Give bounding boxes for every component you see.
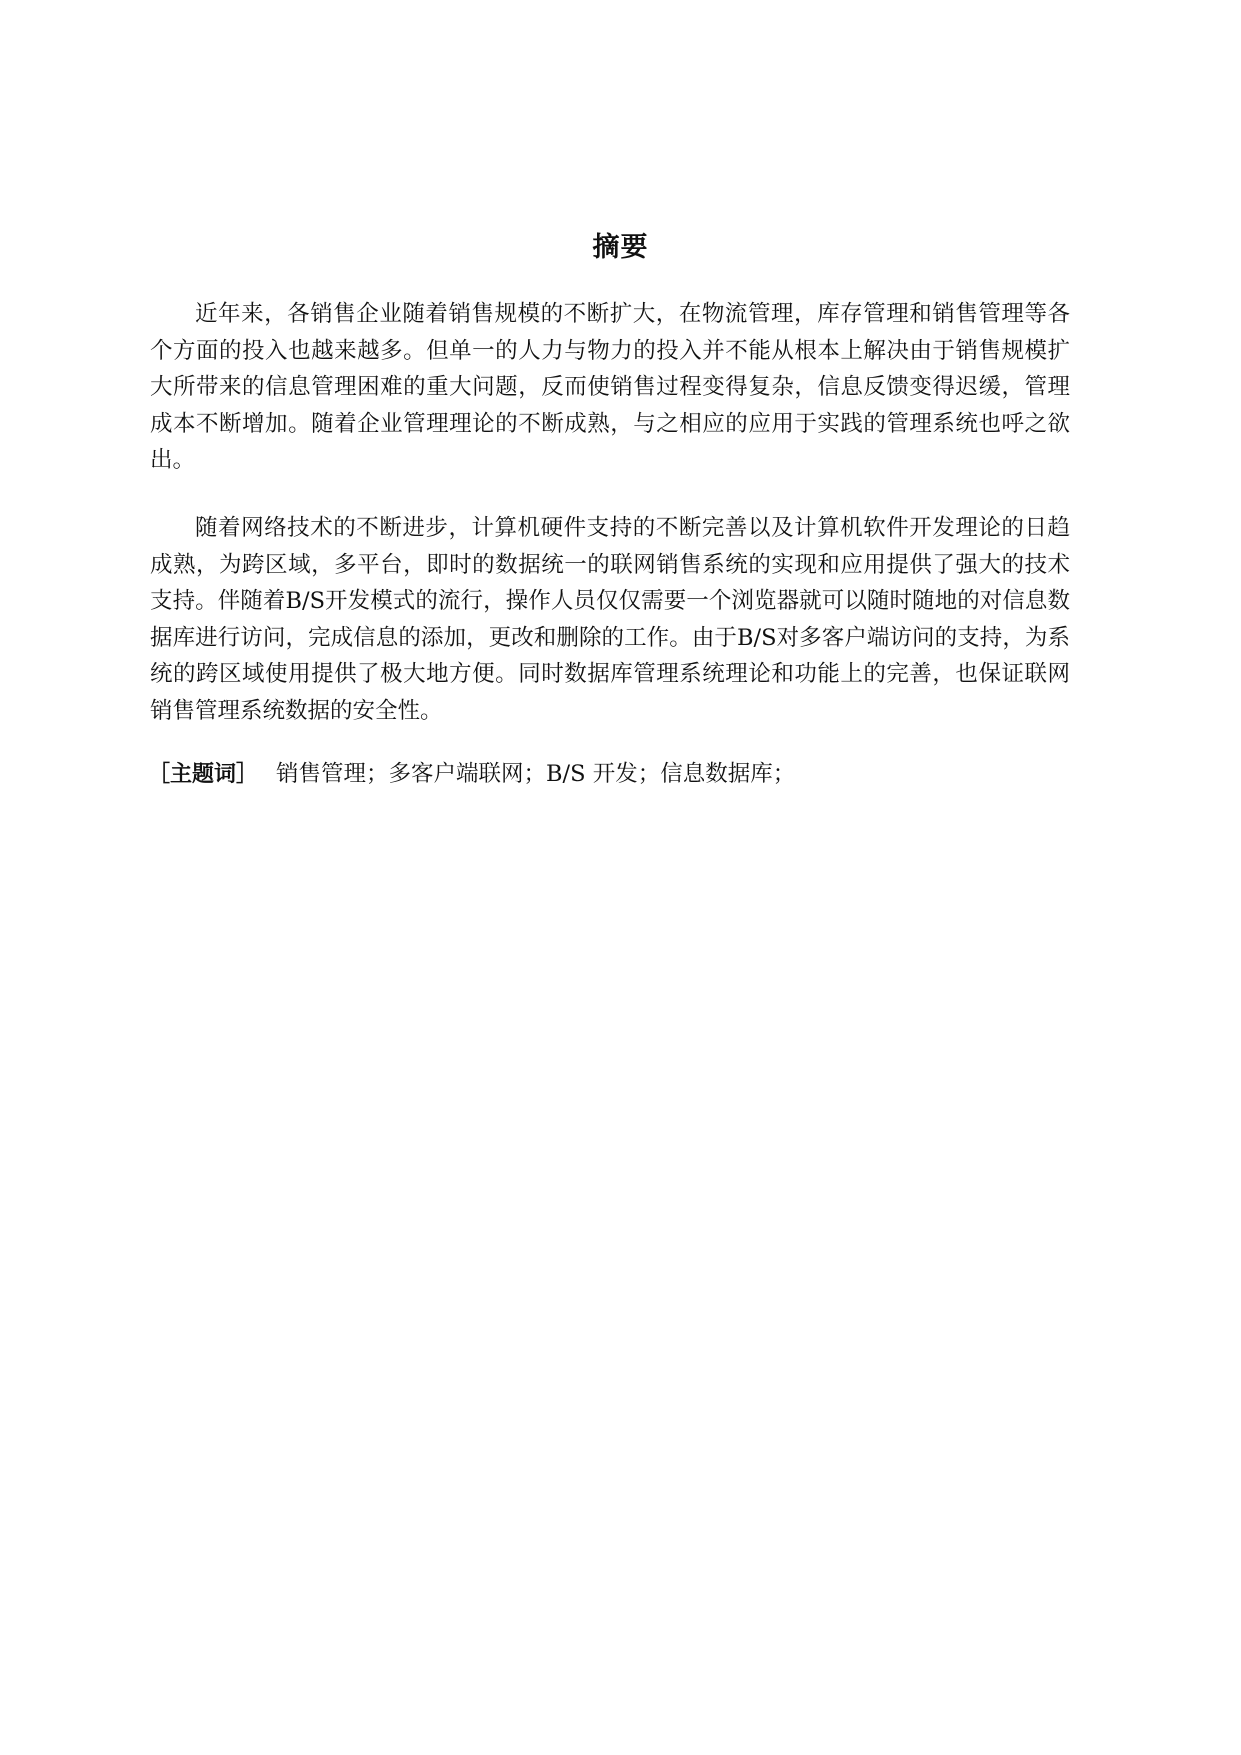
abstract-title: 摘要 [592,232,649,263]
abstract-paragraph-1: 近年来，各销售企业随着销售规模的不断扩大，在物流管理，库存管理和销售管理等各个方面的投入也越来越多。但单一的人力与物力的投入并不能从根本上解决由于销售规模扩大所带来的信息管理困难的重大问题，反而使销售过程变得复杂，信息反馈变得迟缓，管理成本不断增加。随着企业管理理论的不断成熟，与之相应的应用于实践的管理系统也呼之欲出。 [150,301,1070,473]
keywords-value: 销售管理；多客户端联网；B/S 开发；信息数据库； [276,761,796,787]
keywords-line [148,756,1068,793]
keywords-label: ［主题词］ [148,762,259,787]
abstract-paragraph-2: 随着网络技术的不断进步，计算机硬件支持的不断完善以及计算机软件开发理论的日趋成熟，为跨区域，多平台，即时的数据统一的联网销售系统的实现和应用提供了强大的技术支持。伴随着B/S开发模式的流行，操作人员仅仅需要一个浏览器就可以随时随地的对信息数据库进行访问，完成信息的添加，更改和删除的工作。由于B/S对多客户端访问的支持，为系统的跨区域使用提供了极大地方便。同时数据库管理系统理论和功能上的完善，也保证联网销售管理系统数据的安全性。 [150,515,1070,724]
